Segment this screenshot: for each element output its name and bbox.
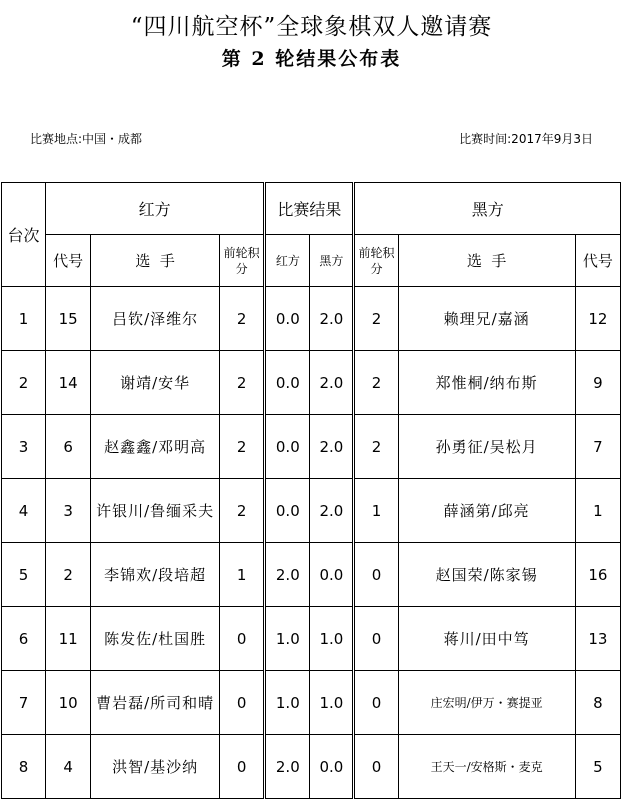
black-score-cell: 1.0	[310, 607, 354, 671]
table-row	[2, 415, 621, 479]
black-player-cell: 孙勇征/吴松月	[398, 415, 575, 479]
red-player-cell: 赵鑫鑫/邓明高	[91, 415, 220, 479]
red-score-cell: 0.0	[265, 415, 310, 479]
table-row	[2, 607, 621, 671]
black-player-cell: 赵国荣/陈家锡	[398, 543, 575, 607]
page-title: “四川航空杯”全球象棋双人邀请赛	[130, 14, 493, 40]
table-no-cell: 7	[2, 671, 46, 735]
red-player-cell: 谢靖/安华	[91, 351, 220, 415]
results-table	[1, 182, 621, 799]
red-prev-points-cell: 1	[220, 543, 265, 607]
header-row-2	[2, 235, 621, 287]
black-prev-points-cell: 0	[354, 671, 398, 735]
red-code-cell: 14	[46, 351, 91, 415]
black-player-cell: 王天一/安格斯・麦克	[398, 735, 575, 799]
black-score-cell: 0.0	[310, 543, 354, 607]
table-no-cell: 4	[2, 479, 46, 543]
black-prev-points-cell: 2	[354, 287, 398, 351]
header-red-code: 代号	[46, 235, 91, 287]
header-red-player: 选 手	[91, 235, 220, 287]
black-score-cell: 2.0	[310, 351, 354, 415]
red-player-cell: 吕钦/泽维尔	[91, 287, 220, 351]
red-score-cell: 1.0	[265, 607, 310, 671]
red-score-cell: 0.0	[265, 479, 310, 543]
black-prev-points-cell: 0	[354, 735, 398, 799]
red-score-cell: 0.0	[265, 287, 310, 351]
table-no-cell: 1	[2, 287, 46, 351]
red-prev-points-cell: 2	[220, 351, 265, 415]
table-no-cell: 6	[2, 607, 46, 671]
black-player-cell: 薛涵第/邱亮	[398, 479, 575, 543]
red-code-cell: 6	[46, 415, 91, 479]
black-player-cell: 庄宏明/伊万・赛提亚	[398, 671, 575, 735]
red-code-cell: 15	[46, 287, 91, 351]
black-prev-points-cell: 0	[354, 543, 398, 607]
red-player-cell: 李锦欢/段培超	[91, 543, 220, 607]
black-code-cell: 1	[575, 479, 620, 543]
red-prev-points-cell: 2	[220, 287, 265, 351]
black-prev-points-cell: 2	[354, 351, 398, 415]
header-row-1	[2, 183, 621, 235]
table-no-cell: 2	[2, 351, 46, 415]
table-row	[2, 287, 621, 351]
black-prev-points-cell: 0	[354, 607, 398, 671]
black-code-cell: 16	[575, 543, 620, 607]
red-score-cell: 0.0	[265, 351, 310, 415]
red-score-cell: 1.0	[265, 671, 310, 735]
header-table-no: 台次	[2, 183, 46, 287]
round-subtitle: 第 2 轮结果公布表	[221, 48, 402, 70]
red-code-cell: 10	[46, 671, 91, 735]
black-score-cell: 2.0	[310, 415, 354, 479]
table-no-cell: 8	[2, 735, 46, 799]
black-score-cell: 1.0	[310, 671, 354, 735]
header-black-player: 选 手	[398, 235, 575, 287]
table-no-cell: 5	[2, 543, 46, 607]
red-prev-points-cell: 0	[220, 735, 265, 799]
red-player-cell: 曹岩磊/所司和晴	[91, 671, 220, 735]
black-score-cell: 0.0	[310, 735, 354, 799]
red-score-cell: 2.0	[265, 735, 310, 799]
table-row	[2, 479, 621, 543]
header-black-score: 黑方	[310, 235, 354, 287]
red-player-cell: 洪智/基沙纳	[91, 735, 220, 799]
black-prev-points-cell: 1	[354, 479, 398, 543]
header-black-code: 代号	[575, 235, 620, 287]
black-score-cell: 2.0	[310, 479, 354, 543]
black-code-cell: 9	[575, 351, 620, 415]
red-code-cell: 2	[46, 543, 91, 607]
black-score-cell: 2.0	[310, 287, 354, 351]
red-score-cell: 2.0	[265, 543, 310, 607]
black-code-cell: 12	[575, 287, 620, 351]
date-text: 比赛时间:2017年9月3日	[459, 132, 593, 146]
table-row	[2, 543, 621, 607]
red-code-cell: 4	[46, 735, 91, 799]
table-row	[2, 351, 621, 415]
red-prev-points-cell: 0	[220, 607, 265, 671]
black-player-cell: 郑惟桐/纳布斯	[398, 351, 575, 415]
black-code-cell: 13	[575, 607, 620, 671]
header-red-side: 红方	[46, 183, 265, 235]
table-row	[2, 735, 621, 799]
red-code-cell: 3	[46, 479, 91, 543]
header-black-prev: 前轮积分	[354, 235, 398, 287]
venue-text: 比赛地点:中国・成都	[30, 132, 143, 146]
black-player-cell: 赖理兄/嘉涵	[398, 287, 575, 351]
header-black-side: 黑方	[354, 183, 621, 235]
table-row	[2, 671, 621, 735]
red-prev-points-cell: 2	[220, 415, 265, 479]
red-prev-points-cell: 2	[220, 479, 265, 543]
red-prev-points-cell: 0	[220, 671, 265, 735]
table-no-cell: 3	[2, 415, 46, 479]
red-player-cell: 许银川/鲁缅采夫	[91, 479, 220, 543]
red-player-cell: 陈发佐/杜国胜	[91, 607, 220, 671]
header-result: 比赛结果	[265, 183, 354, 235]
black-player-cell: 蒋川/田中笃	[398, 607, 575, 671]
red-code-cell: 11	[46, 607, 91, 671]
black-code-cell: 5	[575, 735, 620, 799]
black-code-cell: 7	[575, 415, 620, 479]
header-red-score: 红方	[265, 235, 310, 287]
black-code-cell: 8	[575, 671, 620, 735]
header-red-prev: 前轮积分	[220, 235, 265, 287]
black-prev-points-cell: 2	[354, 415, 398, 479]
